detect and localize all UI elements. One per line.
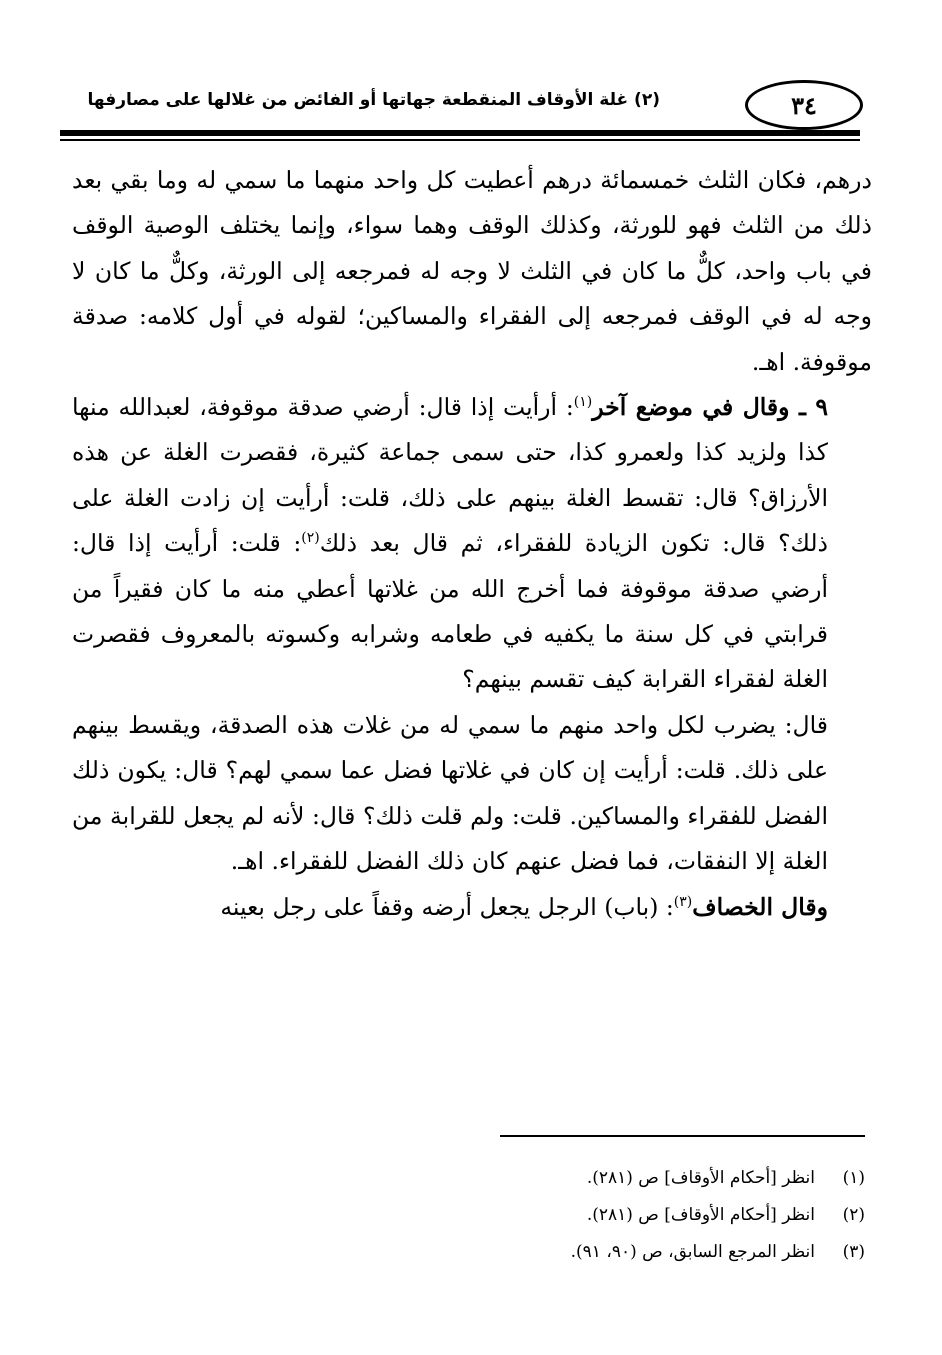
- footnote-text: انظر [أحكام الأوقاف] ص (٢٨١).: [586, 1205, 815, 1225]
- paragraph-2-end: : قلت: أرأيت إذا قال: أرضي صدقة موقوفة فما أخرج الله من غلاتها أعطي منه ما كان فقيراً من قرابتي في كل سنة ما يكفيه في طعامه وشرابه وكسوته بالمعروف فقصرت الغلة لفقراء القرابة كيف تقسم بينهم؟: [72, 529, 828, 694]
- paragraph-4-lead: وقال الخصاف: [692, 892, 828, 921]
- footnote-item: [420, 1197, 865, 1234]
- header-rule-thick: [60, 130, 860, 136]
- page-header: [60, 80, 860, 142]
- paragraph-4-rest: : (باب) الرجل يجعل أرضه وقفاً على رجل بعينه: [220, 892, 674, 921]
- footnote-item: [420, 1160, 865, 1197]
- footnote-number: (٣): [842, 1242, 865, 1262]
- footnote-text: انظر المرجع السابق، ص (٩٠، ٩١).: [570, 1242, 815, 1262]
- page-number: ٣٤: [791, 90, 817, 120]
- running-title: (٢) غلة الأوقاف المنقطعة جهاتها أو الفائض من غلالها على مصارفها: [87, 90, 660, 110]
- footnote-number: (٢): [842, 1205, 865, 1225]
- footnote-ref-1[interactable]: (١): [573, 394, 593, 411]
- paragraph-3: قال: يضرب لكل واحد منهم ما سمي له من غلات هذه الصدقة، ويقسط بينهم على ذلك. قلت: أرأيت إن كان في غلاتها فضل عما سمي لهم؟ قال: يكون ذلك الفضل للفقراء والمساكين. قلت: ولم قلت ذلك؟ قال: لأنه لم يجعل للقرابة من الغلة إلا النفقات، فما فضل عنهم كان ذلك الفضل للفقراء. اهـ.: [72, 710, 828, 876]
- page-number-oval: [745, 80, 863, 130]
- footnote-text: انظر [أحكام الأوقاف] ص (٢٨١).: [586, 1168, 815, 1188]
- footnote-ref-2[interactable]: (٢): [301, 530, 320, 547]
- paragraph-2-lead: ٩ ـ وقال في موضع آخر: [592, 393, 828, 422]
- paragraph-1: درهم، فكان الثلث خمسمائة درهم أعطيت كل واحد منهما ما سمي له وما بقي بعد ذلك من الثلث فهو للورثة، وكذلك الوقف وهما سواء، وإنما يختلف الوصية الوقف في باب واحد، كلٌّ ما كان في الثلث لا وجه له فمرجعه إلى الورثة، وكلٌّ ما كان لا وجه له في الوقف فمرجعه إلى الفقراء والمساكين؛ لقوله في أول كلامه: صدقة موقوفة. اهـ.: [72, 166, 872, 376]
- footnotes: [420, 1160, 865, 1271]
- footnote-item: [420, 1234, 865, 1271]
- body-text: [72, 158, 872, 930]
- footnote-separator: [500, 1135, 865, 1137]
- paragraph-2-mid: : أرأيت إذا قال: أرضي صدقة موقوفة، لعبدالله منها كذا ولزيد كذا ولعمرو كذا، حتى سمى جماعة كثيرة، فقصرت الغلة عن هذه الأرزاق؟ قال: تقسط الغلة بينهم على ذلك، قلت: أرأيت إن زادت الغلة على ذلك؟ قال: تكون الزيادة للفقراء، ثم قال بعد ذلك: [72, 393, 828, 558]
- footnote-number: (١): [842, 1168, 865, 1188]
- paragraph-4: [72, 885, 872, 930]
- footnote-ref-3[interactable]: (٣): [673, 893, 693, 910]
- header-rule-thin: [60, 139, 860, 141]
- paragraph-2: [72, 385, 872, 703]
